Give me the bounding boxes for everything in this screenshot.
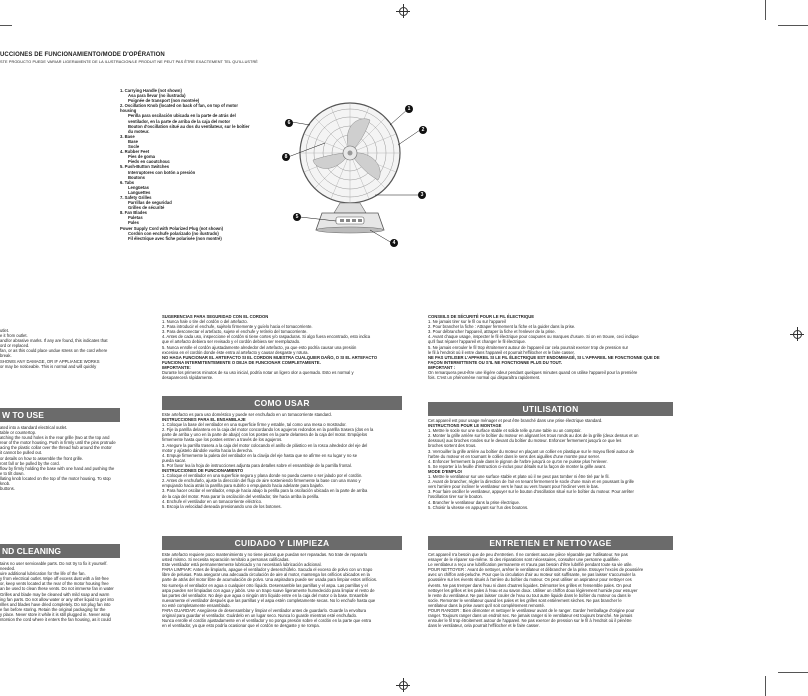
text-line: 4. Enfoncer fermement la pale dans le pignon de l'arbre jusqu'à ce qu'on ne puisse plus l'enlever. <box>428 458 608 464</box>
section-band-cuidado: CUIDADO Y LIMPIEZA <box>162 536 402 550</box>
text-line: 3. Para hacer oscilar el ventilador, empuje hacia abajo la perilla para la oscilación ubicada en la parte de arriba <box>162 488 368 494</box>
text-line: 1. Mettre le ventilateur sur une surface stable et plate où il ne peut pas tomber ni être tiré par le fil. <box>428 474 610 480</box>
text-line: break. <box>0 353 12 359</box>
callout-6: 6 <box>285 119 293 127</box>
text-line: Este artefacto es para uso doméstico y puede ser enchufado en un tomacorriente standard. <box>162 412 332 417</box>
text-line: FUNCIONA INTERMITENTEMENTE O DEJA DE FUNCIONAR COMPLETAMENTE. <box>162 359 321 365</box>
text-line: 2. Para introducir el enchufe, sujételo firmemente y guíelo hacia el tomacorriente. <box>162 324 313 330</box>
text-line: 1. Coloque el ventilador en una superficie segura y plana donde no pueda caerse o ser jalado por el cordón. <box>162 473 363 479</box>
section-band-care-cleaning: ND CLEANING <box>0 544 120 558</box>
trim-mark <box>778 25 808 26</box>
legend-en-line: Power Supply Cord with Polarized Plug (not shown) <box>120 225 224 231</box>
text-line: or, keep vents located at the rear of the motor housing free <box>0 581 109 587</box>
text-line: IMPORTANT : <box>428 364 456 370</box>
text-line: 3. Para desconectar el artefacto, sujete el enchufe y retírelo del tomacorriente. <box>162 329 308 335</box>
legend-fr-line: Bouton d'oscillation situé au dos du ventilateur, sur le boîtier du moteur. <box>128 123 250 134</box>
text-line: libre de pelusas. Para asegurar una adecuada circulación de aire al motor, mantenga los orificios ubicados en la <box>162 572 370 578</box>
legend-es-line: Perilla para oscilación ubicada en la parte de atrás del ventilador, en la parte de arriba de la caja del motor <box>128 113 236 124</box>
legend-fr-line: Socle <box>128 144 140 150</box>
text-line: 1. Nunca hale o tire del cordón o del artefacto. <box>162 319 248 325</box>
text-line: 4. Empuje firmemente la paleta del ventilador en la clavija del eje hasta que se afirme en su lugar y no se <box>162 452 358 458</box>
legend-en-line: 4. Rubber Feet <box>120 149 150 155</box>
text-line: ront fall or be pulled by the cord. <box>0 460 60 466</box>
text-line: or may be noticeable. This is normal and will quickly <box>0 363 97 369</box>
text-line: l'arbre du moteur et en tournant le collier dans le sens des aiguilles d'une montre pour serrer. <box>428 453 600 459</box>
callout-3: 3 <box>418 191 426 199</box>
text-line: tains no user serviceable parts. Do not try to fix it yourself. <box>0 561 108 566</box>
legend-fr-line: Fil électrique avec fiche polarisée (non montré) <box>128 235 222 241</box>
text-line: POUR RANGER : Bien démonter et nettoyer le ventilateur avant de le ranger. Garder l'emballage d'origine pour <box>428 608 635 614</box>
text-line: 2. Pour brancher la fiche : Attraper fermement la fiche et la guider dans la prise. <box>428 324 576 330</box>
text-line: le reste du ventilateur. Ne pas laisser couler de l'eau ou tout autre liquide dans le boîtier du moteur ou dans le <box>428 592 631 598</box>
legend-fr-line: Boutons <box>128 174 145 180</box>
text-line: IMPORTANTE: <box>162 364 191 370</box>
text-line: 2. Avant de brancher, régler la direction de l'air en tenant fermement le socle d'une main et en poussant la grille <box>428 479 634 485</box>
text-line: dans le ventilateur, cela pourrait l'effilocher et le faire casser. <box>428 623 540 629</box>
text-line: No sumerja el ventilador en agua o cualquier otro líquido. Desensamble las parrillas y el aspa. Las parrillas y el <box>162 582 368 588</box>
section-band-como-usar: COMO USAR <box>162 396 402 410</box>
mid-col-safety <box>162 314 402 380</box>
fan-illustration <box>280 95 445 255</box>
text-line: ing fan parts. Do not allow water or any other liquid to get into <box>0 596 114 602</box>
text-line: table or countertop. <box>0 430 37 436</box>
section-band-utilisation: UTILISATION <box>428 402 673 416</box>
text-line: and/or abrasive marks. If any are found, this indicates that <box>0 338 108 344</box>
text-line: 3. Asegure la parrilla trasera a la caja del motor colocando el anillo de plástico en la rosca alrededor del eje del <box>162 442 368 448</box>
legend-es-line: Parrillas de seguridad <box>128 200 172 206</box>
left-col-mid <box>0 425 135 491</box>
text-line: ord or replaced. <box>0 343 30 349</box>
text-line: 5. Ne jamais enrouler le fil trop étroitement autour de l'appareil car cela pourrait exercer trop de pression sur <box>428 344 629 350</box>
fan-grille-icon <box>300 103 400 203</box>
text-line: 2. Monter la grille arrière sur le boîtier du moteur en alignant les trous ronds au dos de la grille (deux dessus et un <box>428 433 639 439</box>
legend-fr-line: Pieds en caoutchouc <box>128 159 170 165</box>
text-line: acing the plastic collar over the thread hub around the motor <box>0 445 112 451</box>
trim-mark <box>0 25 12 26</box>
text-line: fois. C'est un phénomène normal qui disparaîtra rapidement. <box>428 375 541 381</box>
text-line: avec un chiffon anti-peluche. Pour que la circulation d'air au moteur soit suffisante, ne pas laisser s'accumuler la <box>428 572 636 578</box>
text-line: en el ventilador, ya que esto podría ocasionar que el cordón se desgaste y se rompa. <box>162 623 320 629</box>
text-line: e to tilt down. <box>0 470 25 476</box>
text-line: e it from outlet. <box>0 333 28 339</box>
left-col-bot <box>0 561 135 622</box>
text-line: ntorsion the cord where it enters the fan housing, as it could <box>0 617 111 623</box>
text-line: INSTRUCTIONS POUR LE MONTAGE <box>428 423 502 429</box>
text-line: 4. Avant chaque usage, inspecter le fil électrique pour coupures ou marques d'usure. Si on en trouve, ceci indique <box>428 334 639 340</box>
text-line: POUR NETTOYER : Avant de nettoyer, arrêter le ventilateur et débrancher de la prise. Essuyer l'excès de poussière <box>428 567 644 573</box>
registration-mark-icon <box>790 327 804 341</box>
legend-en-line: 8. Fan Blades <box>120 210 147 216</box>
text-line: 4. Enchufe el ventilador en un tomacorriente eléctrico. <box>162 498 263 504</box>
text-line: ranger. Toujours ranger dans un endroit sec. Ne jamais ranger si le ventilateur est toujours branché. Ne jamais <box>428 613 633 619</box>
text-line: PARA LIMPIAR: Antes de limpiarlo, apague el ventilador y desenchúfelo. Sacuda el exceso de polvo con un trapo <box>162 567 373 573</box>
parts-legend <box>120 88 250 241</box>
mid-safety-title: SUGERENCIAS PARA SEGURIDAD CON EL CORDON <box>162 314 269 319</box>
legend-fr-line: Languettes <box>128 189 151 195</box>
text-line: llating knob located on the top of the motor housing. To stop <box>0 475 111 481</box>
text-line: ventilateur dans la prise avant qu'il soit complètement remonté. <box>428 602 545 608</box>
text-line: buttons. <box>0 486 15 492</box>
text-line: 4. Brancher le ventilateur dans la prise électrique. <box>428 499 520 505</box>
mid-col-use <box>162 412 402 509</box>
section-band-entretien: ENTRETIEN ET NETTOYAGE <box>428 536 673 550</box>
right-col-care <box>428 552 673 628</box>
right-col-safety <box>428 314 673 380</box>
text-line: desaparecerá rápidamente. <box>162 375 214 381</box>
text-line: aspa pueden ser limpiadas con agua y jabón. Use un trapo suave ligeramente humedecido para limpiar el resto de <box>162 587 375 593</box>
text-line: excesiva en el cordón donde éste entra al artefacto y causar desgaste y rotura. <box>162 349 309 355</box>
text-line: 5. Por favor lea la hoja de instrucciones adjunta para detalles sobre el ensamblaje de la parrilla frontal. <box>162 462 352 468</box>
text-line: de la caja del motor. Para parar la oscilación del ventilador, tire hacia arriba la perilla. <box>162 493 320 499</box>
trim-mark <box>765 0 766 20</box>
text-line: vers l'arrière pour incliner le ventilateur vers le haut ou vers l'avant pour l'incliner vers le bas. <box>428 484 599 490</box>
text-line: 4. Antes de cada uso, inspeccione el cordón si tiene cortes y/o raspaduras. Si algo fuera encontrado, esto indica <box>162 334 371 340</box>
text-line: 3. Pour faire osciller le ventilateur, appuyer sur le bouton d'oscillation situé sur le boîtier du moteur. Pour arrêter <box>428 489 634 495</box>
page-subtitle: STE PRODUCTO PUEDE VARIAR LIGERAMENTE DE LA ILUSTRACION/LE PRODUIT NE PEUT PAS ÊTRE EXACTEMENT TEL QU'ILLUSTRÉ <box>0 60 258 64</box>
section-band-how-to-use: W TO USE <box>0 408 120 422</box>
text-line: Cet appareil n'a besoin que de peu d'entretien. Il ne contient aucune pièce réparable par l'utilisateur. Ne pas <box>428 552 628 557</box>
text-line: ated into a standard electrical outlet. <box>0 425 68 430</box>
text-line: 2. Fije la parrilla delantera en la caja del motor concordando los agujeros redondos en la parrilla trasera (dos en la <box>162 427 374 433</box>
text-line: poussière sur les évents situés à l'arrière du boîtier du moteur. On peut utiliser un aspirateur pour nettoyer ces <box>428 577 632 583</box>
text-line: SHOWS ANY DAMAGE, OR IF APPLIANCE WORKS <box>0 358 100 364</box>
text-line: it cannot be pulled out. <box>0 450 43 456</box>
right-safety-list <box>428 319 673 380</box>
legend-fr-line: Grilles de sécurité <box>128 205 165 211</box>
text-line: y place. Never store it while it is still plugged in. Never wrap <box>0 611 111 617</box>
callout-4: 4 <box>390 239 398 247</box>
callout-1: 1 <box>405 105 413 113</box>
text-line: que el artefacto debiera ser revisado y el cordón debiera ser reemplazado. <box>162 339 301 345</box>
text-line: 3. Pour débrancher l'appareil, attraper la fiche et l'enlever de la prise. <box>428 329 556 335</box>
text-line: no esté completamente ensamblado. <box>162 602 231 608</box>
text-line: 5. Se reporter à la feuille d'instruction ci-inclus pour détails sur la façon de monter la grille avant. <box>428 463 606 469</box>
legend-es-line: Base <box>128 138 139 144</box>
text-line: parte de arriba y uno en la parte de abajo) con los postes en la parte delantera de la caja del motor. Empújelos <box>162 432 368 438</box>
text-line: qu'il faut réparer l'appareil et changer le fil électrique. <box>428 339 526 345</box>
text-line: y from electrical outlet. Wipe off excess dust with a lint-free <box>0 576 109 582</box>
text-line: an be used to clean these vents. Do not immerse fan in water <box>0 586 114 592</box>
legend-es-line: Lengüetas <box>128 184 149 190</box>
text-line: e fan before storing. Retain the original packaging for the <box>0 606 106 612</box>
text-line: 1. Mettre le socle sur une surface stable et solide telle qu'une table ou un comptoir. <box>428 428 582 434</box>
text-line: empujando hacia atrás la parrilla para subirlo o empujando hacia adelante para bajarlo. <box>162 483 324 489</box>
text-line: Nunca enrolle el cordón ajustadamente en el ventilador y no ponga presión sobre el cordón en la parte que entra <box>162 618 372 624</box>
legend-en-line: 6. Tabs <box>120 179 135 185</box>
text-line: l'oscillation tirer sur le bouton. <box>428 494 484 500</box>
legend-es-line: Paletas <box>128 215 143 221</box>
callout-5: 5 <box>293 213 301 221</box>
text-line: INSTRUCCIONES DE FUNCIONAMIENTO <box>162 468 244 474</box>
text-line: rear of the motor housing. Push in firmly until the pins protrude <box>0 440 116 446</box>
text-line: le fil à l'endroit où il entre dans l'appareil et pourrait l'effilocher et le faire casser. <box>428 349 575 355</box>
text-line: MODE D'EMPLOI <box>428 468 462 474</box>
text-line: 1. Coloque la base del ventilador en una superficie firme y estable, tal como una mesa o mostrador. <box>162 422 347 428</box>
text-line: PARA GUARDAR: Asegúrese de desensamblar y limpiar el ventilador antes de guardarlo. Guarde la envoltura <box>162 608 367 614</box>
text-line: fan, or as this could place undue stress on the cord where <box>0 348 108 354</box>
callout-2: 2 <box>419 126 427 134</box>
legend-es-line: Asa para llevar (no ilustrada) <box>128 93 186 99</box>
text-line: or details on how to assemble the front grille. <box>0 455 84 461</box>
text-line: pueda sacar. <box>162 457 186 463</box>
text-line: Grilles and blade may be cleaned with mild soap and warm <box>0 591 110 597</box>
legend-es-line: Pies de goma <box>128 154 155 160</box>
callout-8: 8 <box>282 153 290 161</box>
text-line: Durante los primeros minutos de su uso inicial, podría notar un ligero olor a quemado. Esto es normal y <box>162 370 354 376</box>
text-line: knob. <box>0 481 11 487</box>
text-line: 1. Ne jamais tirer sur le fil ou sur l'appareil <box>428 319 506 325</box>
legend-fr-line: Pales <box>128 220 139 226</box>
text-line: NE PAS UTILISER L'APPAREIL SI LE FIL ÉLECTRIQUE EST ENDOMMAGÉ, SI L'APPAREIL NE FONCTIONNE QUE DE <box>428 354 660 360</box>
text-line: rilles and blades have dried completely. Do not plug fan into <box>0 601 111 607</box>
legend-en-line: 1. Carrying Handle (not shown) <box>120 88 182 93</box>
text-line: usted mismo. Si necesita reparación remítalo a personas calificadas. <box>162 557 290 563</box>
legend-en-line: 3. Base <box>120 133 135 139</box>
text-line: broches sortent des trous. <box>428 443 477 449</box>
text-line: firmemente hasta que los postes entren a través de los agujeros. <box>162 437 283 443</box>
text-line: évents. Ne pas tremper dans l'eau ni dans d'autres liquides. Démonter les grilles et l'ensemble pales. On peut <box>428 582 632 588</box>
right-col-use <box>428 418 673 510</box>
right-safety-title: CONSEILS DE SÉCURITÉ POUR LE FIL ÉLECTRIQUE <box>428 314 535 319</box>
text-line: las partes del ventilador. No deje que agua o ningún otro líquido entre en la caja del motor o la base. Ensamble <box>162 592 369 598</box>
text-line: flow by firmly holding the base with one hand and pushing the <box>0 465 115 471</box>
text-line: enrouler le fil trop étroitement autour de l'appareil. Ne pas exercer de pression sur le fil à l'endroit où il pénètre <box>428 618 632 624</box>
text-line: original para guardar el ventilador. Guárdelo en un lugar seco. Nunca lo guarde mientras esté enchufado. <box>162 613 358 619</box>
text-line: INSTRUCCIONES PARA EL ENSAMBLAJE <box>162 417 246 423</box>
legend-es-line: Cordón con enchufe polarizado (no ilustrado) <box>128 230 219 236</box>
text-line: socle. Remonter le ventilateur quand les pales et les grilles sont entièrement sèches. Ne pas brancher le <box>428 597 622 603</box>
text-line: dessous) aux broches rondes sur le devant du boîtier du moteur. Enfoncer fermement jusqu'à ce que les <box>428 438 622 444</box>
text-line: FAÇON INTERMITTENTE OU S'IL NE FONCTIONNE PLUS DU TOUT. <box>428 359 562 365</box>
text-line: 3. Verrouiller la grille arrière au boîtier du moteur en plaçant un collier en plastique sur le moyeu fileté autour de <box>428 448 634 454</box>
text-line: needed. <box>0 566 16 572</box>
text-line: Cet appareil est pour usage ménager et peut être branché dans une prise électrique standard. <box>428 418 603 423</box>
text-line: essayer de le réparer soi-même. Si des réparations sont nécessaires, consulter une personne qualifiée. <box>428 557 620 563</box>
text-line: 5. Choisir la vitesse en appuyant sur l'un des boutons. <box>428 504 529 510</box>
trim-mark <box>778 672 808 673</box>
text-line: uire additional lubrication for the life of the fan. <box>0 571 86 577</box>
text-line: Le ventilateur a reçu une lubrification permanente et n'aura pas besoin d'être lubrifié pendant toute sa vie utile. <box>428 562 633 568</box>
trim-mark <box>765 676 766 696</box>
registration-mark-icon <box>396 4 410 18</box>
legend-fr-line: Poignée de transport (non montrée) <box>128 98 200 104</box>
page-title: UCCIONES DE FUNCIONAMIENTO/MODE D'OPÉRATION <box>0 52 165 58</box>
text-line: 5. Nunca enrolle el cordón ajustadamente alrededor del artefacto, ya que esto podría causar una presión <box>162 344 357 350</box>
text-line: nuevamente el ventilador después que las parrillas y el aspa estén completamente secas. No lo enchufe hasta que <box>162 597 376 603</box>
text-line: NO HAGA FUNCIONAR EL ARTEFACTO SI EL CORDON MUESTRA CUALQUIER DAÑO, O SI EL ARTEFACTO <box>162 354 378 360</box>
left-col-top <box>0 328 135 369</box>
registration-mark-icon <box>396 678 410 692</box>
text-line: On remarquera peut-être une légère odeur pendant quelques minutes quand on utilise l'appareil pour la première <box>428 370 638 376</box>
mid-col-care <box>162 552 402 628</box>
text-line: nettoyer les grilles et les pales à l'eau et au savon doux. Utiliser un chiffon doux légèrement humide pour essuyer <box>428 587 638 593</box>
mid-safety-list <box>162 319 402 380</box>
text-line: 5. Escoja la velocidad deseada presionando uno de los botones. <box>162 503 282 509</box>
text-line: motor y ajústelo dándole vuelta hacia la derecha. <box>162 447 254 453</box>
text-line: atching the round holes in the rear grille (two at the top and <box>0 435 110 441</box>
text-line: 2. Antes de enchufarlo, ajuste la dirección del flujo de aire sosteniendo firmemente la base con una mano y <box>162 478 361 484</box>
legend-en-line: 2. Oscillation Knob (located on back of fan, on top of motor housing <box>120 103 238 114</box>
legend-en-line: 5. Push-Button Switches <box>120 164 170 170</box>
text-line: parte de atrás del motor libre de acumulación de polvo. Una aspiradora puede ser usada para limpiar estos orificios. <box>162 577 378 583</box>
text-line: utlet. <box>0 328 10 333</box>
fan-base-icon <box>316 203 384 233</box>
text-line: Este ventilador está permanentemente lubricado y no necesitará lubricación adicional. <box>162 562 322 568</box>
legend-es-line: Interruptores con botón a presión <box>128 169 196 175</box>
legend-en-line: 7. Safety Grilles <box>120 194 152 200</box>
text-line: Este artefacto requiere poco mantenimiento y no tiene piezas que puedan ser reparadas. No trate de repararlo <box>162 552 368 557</box>
